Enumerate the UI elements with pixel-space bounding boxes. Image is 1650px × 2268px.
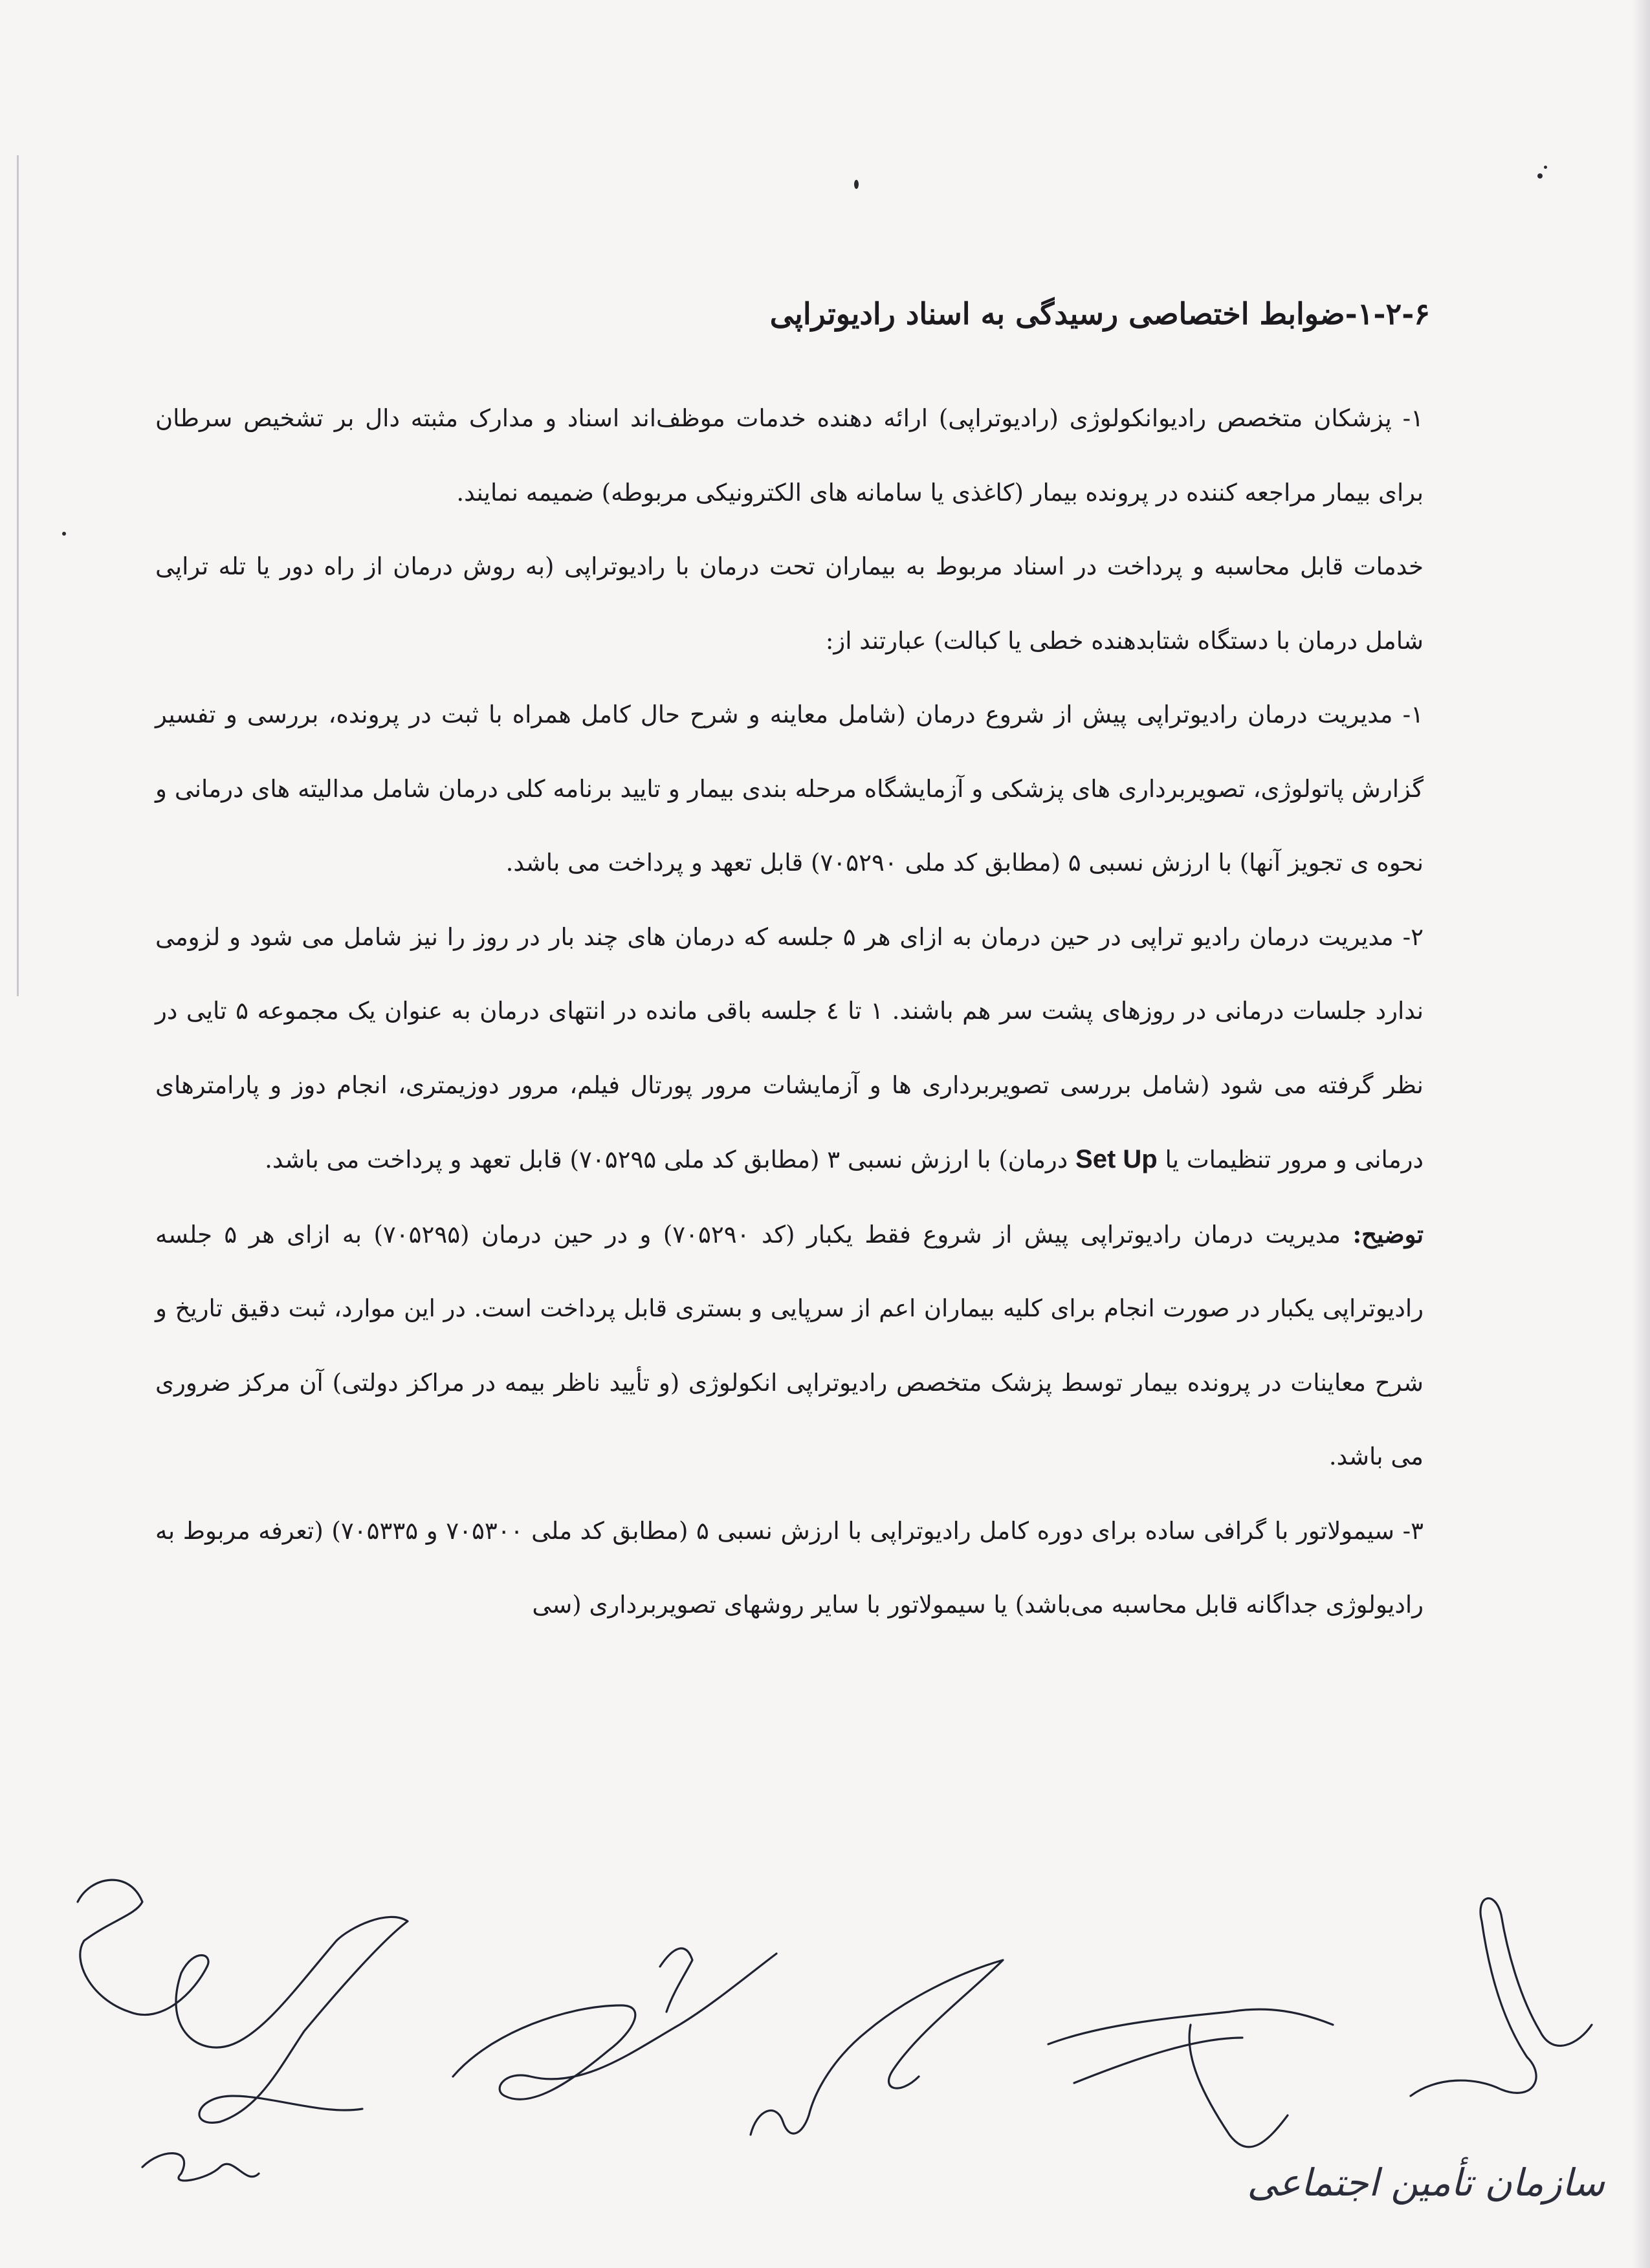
signature-3	[751, 1960, 1003, 2135]
signatures-area	[0, 1863, 1650, 2268]
note-text: مدیریت درمان رادیوتراپی پیش از شروع فقط یکبار (کد ۷۰۵۲۹۰) و در حین درمان (۷۰۵۲۹۵) به ازای هر ۵ جلسه رادیوتراپی یکبار در صورت انجام برای کلیه بیماران اعم از سرپایی و بستری قابل پرداخت است. در این موارد، ثبت دقیق تاریخ و شرح معاینات در پرونده بیمار توسط پزشک متخصص رادیوتراپی انکولوژی (و تأیید ناظر بیمه در مراکز دولتی) آن مرکز ضروری می باشد.	[155, 1220, 1424, 1470]
paragraph-2: خدمات قابل محاسبه و پرداخت در اسناد مربوط به بیماران تحت درمان با رادیوتراپی (به روش درمان از راه دور یا تله تراپی شامل درمان با دستگاه شتابدهنده خطی یا کبالت) عبارتند از:	[155, 552, 1424, 655]
section-title: ۱-۲-۶-ضوابط اختصاصی رسیدگی به اسناد رادیوتراپی	[769, 296, 1430, 331]
note-label: توضیح:	[1352, 1219, 1424, 1248]
binding-mark	[17, 155, 19, 996]
signatures-drawing	[0, 1863, 1650, 2268]
item-1: ۱- مدیریت درمان رادیوتراپی پیش از شروع درمان (شامل معاینه و شرح حال کامل همراه با ثبت در پرونده، بررسی و تفسیر گزارش پاتولوژی، تصویربرداری های پزشکی و آزمایشگاه مرحله بندی بیمار و تایید برنامه کلی درمان شامل مدالیته های درمانی و نحوه ی تجویز آنها) با ارزش نسبی ۵ (مطابق کد ملی ۷۰۵۲۹۰) قابل تعهد و پرداخت می باشد.	[155, 701, 1424, 877]
signature-1	[78, 1880, 408, 2122]
item-2-text-a: ۲- مدیریت درمان رادیو تراپی در حین درمان به ازای هر ۵ جلسه که درمان های چند بار در روز را نیز شامل می شود و لزومی ندارد جلسات درمانی در روزهای پشت سر هم باشند. ۱ تا ٤ جلسه باقی مانده در انتهای درمان به عنوان یک مجموعه ۵ تایی در نظر گرفته می شود (شامل بررسی تصویربرداری ها و آزمایشات مرور پورتال فیلم، مرور دوزیمتری، انجام دوز و پارامترهای درمانی و مرور تنظیمات یا	[155, 922, 1424, 1173]
item-2	[155, 900, 1424, 1197]
scan-speck	[854, 180, 859, 189]
note	[155, 1197, 1424, 1494]
item-2-text-b: درمان) با ارزش نسبی ۳ (مطابق کد ملی ۷۰۵۲۹۵) قابل تعهد و پرداخت می باشد.	[265, 1146, 1068, 1173]
signature-2	[453, 1954, 776, 2099]
signature-1-initials	[142, 2154, 259, 2181]
signature-2-mark	[660, 1948, 692, 2012]
document-body	[155, 382, 1424, 1642]
item-3: ۳- سیمولاتور با گرافی ساده برای دوره کامل رادیوتراپی با ارزش نسبی ۵ (مطابق کد ملی ۷۰۵۳۰۰ و ۷۰۵۳۳۵) (تعرفه مربوط به رادیولوژی جداگانه قابل محاسبه می‌باشد) یا سیمولاتور با سایر روشهای تصویربرداری (سی	[155, 1516, 1424, 1619]
scan-speck	[1544, 166, 1547, 169]
paragraph-1: ۱- پزشکان متخصص رادیوانکولوژی (رادیوتراپی) ارائه دهنده خدمات موظف‌اند اسناد و مدارک مثبته دال بر تشخیص سرطان برای بیمار مراجعه کننده در پرونده بیمار (کاغذی یا سامانه های الکترونیکی مربوطه) ضمیمه نمایند.	[155, 404, 1424, 507]
signature-4	[1048, 2009, 1333, 2147]
organization-stamp-text: سازمان تأمین اجتماعی	[1247, 2161, 1605, 2205]
scan-speck	[62, 532, 66, 536]
signature-5	[1411, 1899, 1592, 2096]
scan-speck	[1537, 173, 1543, 179]
setup-term: Set Up	[1075, 1145, 1158, 1173]
